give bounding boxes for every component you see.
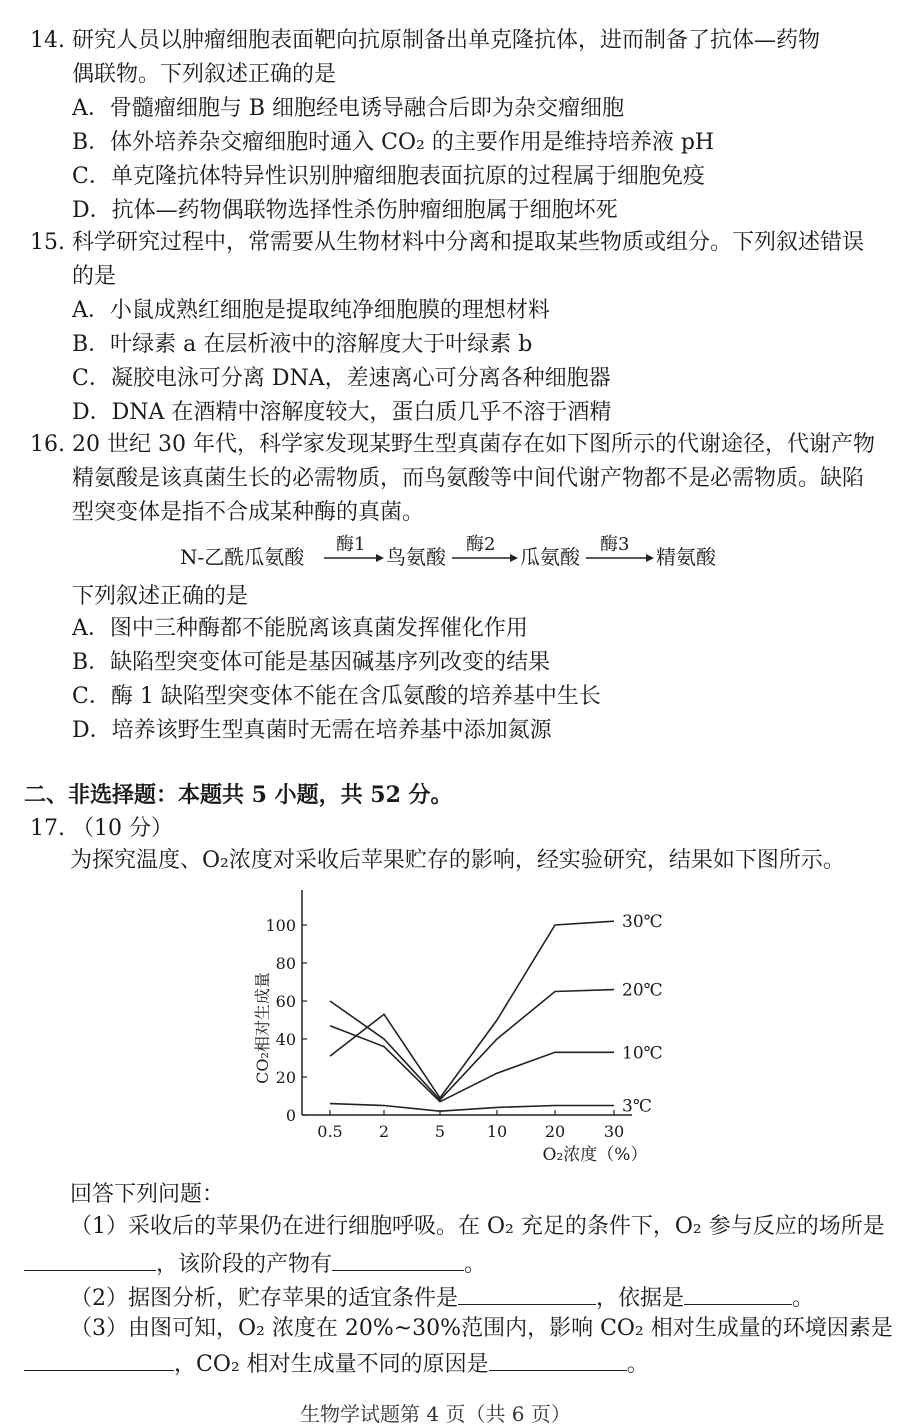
series-label: 20℃ [622, 980, 663, 1001]
q16-option-d: D．培养该野生型真菌时无需在培养基中添加氮源 [72, 718, 552, 743]
q15-stem: 15. 科学研究过程中，常需要从生物材料中分离和提取某些物质或组分。下列叙述错误 [30, 230, 864, 255]
q17-part3-line2 [24, 1348, 649, 1380]
q17-answer-lead: 回答下列问题： [70, 1182, 225, 1207]
q17-part1-line1: （1）采收后的苹果仍在进行细胞呼吸。在 O₂ 充足的条件下，O₂ 参与反应的场所是 [70, 1214, 885, 1239]
answer-blank-2a[interactable] [458, 1282, 596, 1305]
q16-stem-cont: 精氨酸是该真菌生长的必需物质，而鸟氨酸等中间代谢产物都不是必需物质。缺陷 [72, 466, 865, 491]
series-label: 10℃ [622, 1043, 663, 1064]
series-line-0 [330, 921, 614, 1098]
pathway-citrulline: 瓜氨酸 [520, 545, 580, 569]
x-tick-label: 30 [603, 1122, 625, 1141]
q17-part2 [70, 1282, 814, 1314]
q17-part1-text: ，该阶段的产物有 [156, 1252, 333, 1277]
y-tick-label: 0 [285, 1106, 296, 1125]
q16-option-b: B．缺陷型突变体可能是基因碱基序列改变的结果 [72, 650, 551, 675]
q14-option-a: A．骨髓瘤细胞与 B 细胞经电诱导融合后即为杂交瘤细胞 [72, 96, 625, 121]
page-footer: 生物学试题第 4 页（共 6 页） [300, 1402, 571, 1426]
q17-part1-line2 [24, 1248, 486, 1280]
y-tick-label: 100 [265, 916, 296, 935]
answer-blank-3a[interactable] [24, 1348, 174, 1371]
q16-lead: 下列叙述正确的是 [72, 584, 249, 609]
q14-option-b: B．体外培养杂交瘤细胞时通入 CO₂ 的主要作用是维持培养液 pH [72, 130, 715, 155]
q16-option-a: A．图中三种酶都不能脱离该真菌发挥催化作用 [72, 616, 528, 641]
q14-option-c: C．单克隆抗体特异性识别肿瘤细胞表面抗原的过程属于细胞免疫 [72, 164, 705, 189]
x-tick-label: 0.5 [317, 1122, 343, 1141]
y-tick-label: 80 [275, 954, 296, 973]
period: 。 [792, 1286, 815, 1311]
y-tick-label: 60 [275, 992, 296, 1011]
pathway-arrowhead-2 [510, 554, 518, 562]
section-heading: 二、非选择题：本题共 5 小题，共 52 分。 [24, 782, 453, 808]
q17-part2-text-b: ，依据是 [596, 1286, 685, 1311]
q16-stem-cont2: 型突变体是指不合成某种酶的真菌。 [72, 500, 425, 525]
q15-option-d: D．DNA 在酒精中溶解度较大，蛋白质几乎不溶于酒精 [72, 400, 612, 425]
series-line-3 [330, 1104, 614, 1112]
q14-stem-cont: 偶联物。下列叙述正确的是 [72, 62, 337, 87]
pathway-enzyme-3: 酶3 [600, 534, 630, 555]
q17-number: 17. （10 分） [30, 816, 173, 841]
period: 。 [464, 1252, 487, 1277]
q17-intro: 为探究温度、O₂浓度对采收后苹果贮存的影响，经实验研究，结果如下图所示。 [70, 848, 845, 873]
pathway-arginine: 精氨酸 [656, 545, 716, 569]
pathway-ornithine: 鸟氨酸 [386, 545, 446, 569]
series-line-2 [330, 1026, 614, 1102]
pathway-enzyme-2: 酶2 [466, 534, 496, 555]
pathway-enzyme-1: 酶1 [336, 534, 366, 555]
x-tick-label: 2 [378, 1122, 390, 1141]
x-tick-label: 20 [544, 1122, 566, 1141]
y-axis-label: CO₂相对生成量 [253, 972, 272, 1084]
series-line-1 [330, 990, 614, 1100]
pathway-arrowhead-3 [646, 554, 654, 562]
q14-option-d: D．抗体—药物偶联物选择性杀伤肿瘤细胞属于细胞坏死 [72, 198, 618, 223]
answer-blank-1b[interactable] [332, 1248, 464, 1271]
q15-option-c: C．凝胶电泳可分离 DNA，差速离心可分离各种细胞器 [72, 366, 611, 391]
q15-option-b: B．叶绿素 a 在层析液中的溶解度大于叶绿素 b [72, 332, 533, 357]
series-label: 3℃ [622, 1096, 652, 1117]
answer-blank-2b[interactable] [684, 1282, 792, 1305]
q16-option-c: C．酶 1 缺陷型突变体不能在含瓜氨酸的培养基中生长 [72, 684, 601, 709]
metabolic-pathway-diagram [180, 532, 740, 576]
q15-option-a: A．小鼠成熟红细胞是提取纯净细胞膜的理想材料 [72, 298, 550, 323]
q17-part2-text: （2）据图分析，贮存苹果的适宜条件是 [70, 1286, 458, 1311]
q17-part3-text: ，CO₂ 相对生成量不同的原因是 [174, 1352, 489, 1377]
x-tick-label: 10 [486, 1122, 508, 1141]
y-tick-label: 20 [275, 1068, 296, 1087]
co2-chart [240, 880, 680, 1170]
x-tick-label: 5 [434, 1122, 446, 1141]
q15-stem-cont: 的是 [72, 264, 117, 289]
y-tick-label: 40 [275, 1030, 296, 1049]
pathway-substrate-n-acetylcitrulline: N-乙酰瓜氨酸 [180, 545, 305, 569]
period: 。 [626, 1352, 649, 1377]
q16-stem: 16. 20 世纪 30 年代，科学家发现某野生型真菌存在如下图所示的代谢途径，代谢产物 [30, 432, 875, 457]
pathway-arrowhead-1 [376, 554, 384, 562]
answer-blank-3b[interactable] [489, 1348, 627, 1371]
q14-stem: 14. 研究人员以肿瘤细胞表面靶向抗原制备出单克隆抗体，进而制备了抗体—药物 [30, 28, 820, 53]
series-label: 30℃ [622, 912, 663, 933]
answer-blank-1a[interactable] [24, 1248, 156, 1271]
q17-part3-line1: （3）由图可知，O₂ 浓度在 20%~30%范围内，影响 CO₂ 相对生成量的环境因素是 [70, 1316, 893, 1341]
x-axis-label: O₂浓度（%） [542, 1145, 648, 1165]
